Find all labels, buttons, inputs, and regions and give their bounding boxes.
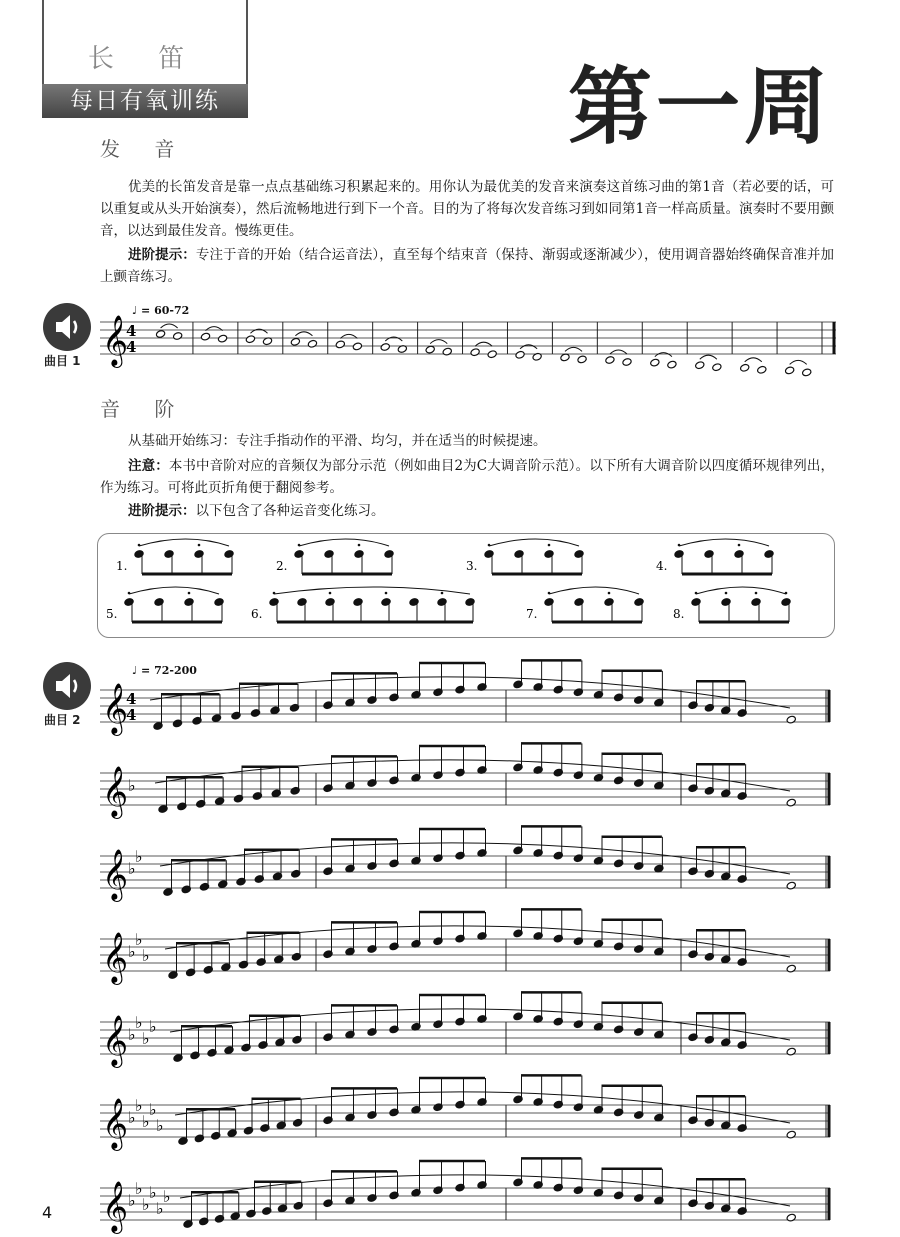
tie-slur	[610, 350, 627, 354]
note-head	[487, 350, 497, 359]
note-head	[200, 332, 210, 341]
note-head	[786, 715, 796, 724]
flat-sign: ♭	[156, 1199, 164, 1218]
flat-sign: ♭	[156, 1116, 164, 1135]
flat-sign: ♭	[128, 942, 136, 961]
tie-slur	[700, 355, 717, 359]
note-head	[704, 550, 714, 559]
tie-slur	[430, 340, 447, 344]
tie-slur	[520, 345, 537, 349]
note-head	[381, 598, 391, 607]
flat-sign: ♭	[128, 859, 136, 878]
speaker-icon[interactable]	[43, 662, 91, 710]
staccato-dot	[755, 592, 758, 595]
note-head	[335, 340, 345, 349]
tone-tip-paragraph	[100, 244, 834, 288]
flat-sign: ♭	[128, 1191, 136, 1210]
treble-clef-icon: 𝄞	[102, 849, 129, 900]
note-head	[712, 363, 722, 372]
note-head	[515, 350, 525, 359]
slur	[679, 539, 769, 546]
note-head	[173, 332, 183, 341]
note-head	[325, 598, 335, 607]
note-head	[604, 598, 614, 607]
ts-top: 4	[126, 690, 137, 708]
note-head	[155, 330, 165, 339]
staccato-dot	[329, 592, 332, 595]
note-head	[650, 358, 660, 367]
note-head	[352, 342, 362, 351]
flat-sign: ♭	[135, 847, 143, 866]
note-head	[324, 550, 334, 559]
ts-bottom: 4	[126, 706, 137, 724]
note-head	[470, 348, 480, 357]
note-head	[134, 550, 144, 559]
tie-slur	[790, 360, 807, 364]
note-head	[574, 550, 584, 559]
staccato-dot	[198, 544, 201, 547]
note-head	[354, 550, 364, 559]
note-head	[786, 1130, 796, 1139]
track-label-1: 曲目 1	[44, 354, 81, 368]
flat-sign: ♭	[149, 1100, 157, 1119]
flat-sign: ♭	[135, 1179, 143, 1198]
note-head	[353, 598, 363, 607]
tone-tip-label: 进阶提示：	[128, 247, 196, 263]
track-label-2: 曲目 2	[44, 713, 81, 727]
flat-sign: ♭	[142, 1029, 150, 1048]
staccato-dot	[188, 592, 191, 595]
note-head	[290, 337, 300, 346]
instrument-name: 长 笛	[87, 44, 203, 74]
note-head	[245, 335, 255, 344]
slur	[299, 539, 389, 546]
flat-sign: ♭	[142, 946, 150, 965]
note-head	[764, 550, 774, 559]
note-head	[786, 1213, 796, 1222]
scales-note-paragraph	[100, 455, 834, 499]
slur	[129, 587, 219, 594]
tie-slur	[565, 347, 582, 351]
slur	[549, 587, 639, 594]
note-head	[214, 598, 224, 607]
articulation-number: 3.	[466, 559, 478, 573]
note-head	[380, 343, 390, 352]
note-head	[184, 598, 194, 607]
note-head	[437, 598, 447, 607]
note-head	[484, 550, 494, 559]
note-head	[442, 347, 452, 356]
note-head	[307, 339, 317, 348]
note-head	[574, 598, 584, 607]
articulation-number: 6.	[251, 607, 263, 621]
flat-sign: ♭	[135, 930, 143, 949]
note-head	[786, 881, 796, 890]
note-head	[751, 598, 761, 607]
flat-sign: ♭	[163, 1187, 171, 1206]
tone-exercise-staff	[100, 300, 838, 380]
note-head	[544, 550, 554, 559]
note-head	[164, 550, 174, 559]
note-head	[674, 550, 684, 559]
note-head	[409, 598, 419, 607]
flat-sign: ♭	[128, 776, 136, 795]
slur	[274, 587, 470, 594]
treble-clef-icon: 𝄞	[102, 932, 129, 983]
slur	[489, 539, 579, 546]
note-head	[194, 550, 204, 559]
tempo-marking-2: ♩ = 72-200	[132, 664, 197, 677]
flat-sign: ♭	[135, 1096, 143, 1115]
note-head	[297, 598, 307, 607]
note-head	[425, 345, 435, 354]
tie-slur	[161, 324, 178, 328]
tone-intro-text: 优美的长笛发音是靠一点点基础练习积累起来的。用你认为最优美的发音来演奏这首练习曲的第1音（若必要的话，可以重复或从头开始演奏），然后流畅地进行到下一个音。目的为了将每次发音练习到如同第1音一样高质量。演奏时不要用颤音，以达到最佳发音。慢练更佳。	[100, 179, 834, 239]
note-head	[217, 334, 227, 343]
note-head	[757, 365, 767, 374]
scales-tip-paragraph	[100, 500, 834, 522]
note-head	[786, 1047, 796, 1056]
articulation-number: 2.	[276, 559, 288, 573]
staccato-dot	[725, 592, 728, 595]
staccato-dot	[358, 544, 361, 547]
staccato-dot	[608, 592, 611, 595]
articulation-number: 4.	[656, 559, 668, 573]
note-head	[802, 368, 812, 377]
tie-slur	[295, 332, 312, 336]
note-head	[384, 550, 394, 559]
flat-sign: ♭	[142, 1195, 150, 1214]
scales-tip-label: 进阶提示：	[128, 503, 196, 519]
ts-top: 4	[126, 322, 137, 340]
articulation-number: 1.	[116, 559, 128, 573]
section-title-scales: 音 阶	[100, 397, 189, 421]
ts-bottom: 4	[126, 338, 137, 356]
treble-clef-icon: 𝄞	[102, 1181, 129, 1232]
note-head	[269, 598, 279, 607]
flat-sign: ♭	[142, 1112, 150, 1131]
flat-sign: ♭	[128, 1025, 136, 1044]
book-title: 每日有氧训练	[42, 84, 248, 118]
note-head	[465, 598, 475, 607]
note-head	[124, 598, 134, 607]
note-head	[786, 798, 796, 807]
section-title-tone: 发 音	[100, 137, 189, 161]
articulation-number: 7.	[526, 607, 538, 621]
flat-sign: ♭	[149, 1017, 157, 1036]
treble-clef-icon: 𝄞	[102, 1098, 129, 1149]
flat-sign: ♭	[128, 1108, 136, 1127]
note-head	[781, 598, 791, 607]
scales-note-label: 注意：	[128, 458, 169, 474]
note-head	[544, 598, 554, 607]
articulation-number: 8.	[673, 607, 685, 621]
note-head	[224, 550, 234, 559]
treble-clef-icon: 𝄞	[102, 766, 129, 817]
staccato-dot	[738, 544, 741, 547]
treble-clef-icon: 𝄞	[102, 315, 129, 366]
slur	[139, 539, 229, 546]
scales-intro-text: 从基础开始练习：专注手指动作的平滑、均匀，并在适当的时候提速。	[128, 433, 547, 449]
note-head	[734, 550, 744, 559]
note-head	[634, 598, 644, 607]
staccato-dot	[548, 544, 551, 547]
note-head	[667, 360, 677, 369]
scales-tip-text: 以下包含了各种运音变化练习。	[195, 503, 385, 519]
note-head	[786, 964, 796, 973]
tone-tip-text: 专注于音的开始（结合运音法），直至每个结束音（保持、渐弱或逐渐减少），使用调音器始终确保音准并加上颤音练习。	[100, 247, 835, 285]
note-head	[785, 366, 795, 375]
note-head	[622, 358, 632, 367]
staccato-dot	[441, 592, 444, 595]
articulation-patterns-box	[97, 533, 835, 638]
note-head	[577, 355, 587, 364]
tempo-marking-1: ♩ = 60-72	[132, 304, 190, 317]
speaker-icon[interactable]	[43, 303, 91, 351]
treble-clef-icon: 𝄞	[102, 1015, 129, 1066]
note-head	[294, 550, 304, 559]
tie-slur	[745, 358, 762, 362]
tie-slur	[655, 353, 672, 357]
page-number: 4	[42, 1203, 53, 1222]
flat-sign: ♭	[149, 1183, 157, 1202]
articulation-number: 5.	[106, 607, 118, 621]
note-head	[154, 598, 164, 607]
treble-clef-icon: 𝄞	[102, 683, 129, 734]
note-head	[605, 356, 615, 365]
articulation-patterns	[98, 534, 834, 637]
note-head	[691, 598, 701, 607]
note-head	[695, 361, 705, 370]
note-head	[740, 363, 750, 372]
slur	[696, 587, 786, 594]
week-title: 第一周	[567, 58, 832, 156]
flat-sign: ♭	[135, 1013, 143, 1032]
scales-note-text: 本书中音阶对应的音频仅为部分示范（例如曲目2为C大调音阶示范）。以下所有大调音阶以四度循环规律列出，作为练习。可将此页折角便于翻阅参考。	[100, 458, 835, 496]
note-head	[721, 598, 731, 607]
scale-staves	[100, 672, 838, 1232]
staccato-dot	[385, 592, 388, 595]
note-head	[514, 550, 524, 559]
